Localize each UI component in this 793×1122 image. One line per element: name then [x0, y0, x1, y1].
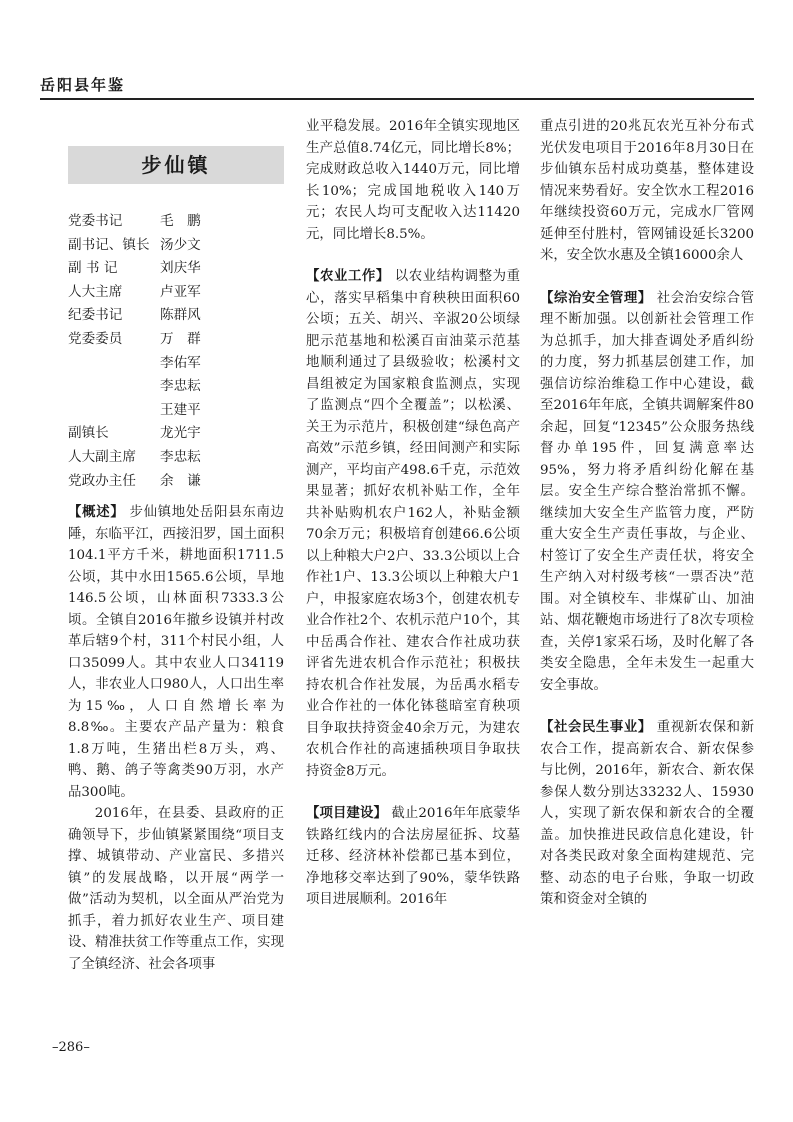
- official-name: 龙光宇: [160, 425, 201, 442]
- official-row: [68, 446, 284, 470]
- official-name: 李忠耘: [160, 378, 201, 395]
- agriculture-text: 以农业结构调整为重心，落实早稻集中育秧秧田面积60公顷；五关、胡兴、辛淑20公顷绿肥示范基地和松溪百亩油菜示范基地顺利通过了县级验收；松溪村文昌组被定为国家粮食监测点，实现了监测点“四个全覆盖”；以松溪、关王为示范片，积极创建“绿色高产高效”示范乡镇，经田间测产和实际测产，平均亩产498.6千克，示范效果显著；抓好农机补贴工作，全年共补贴购机农户162人，补贴金额70余万元；积极培育创建66.6公顷以上种粮大户2户、33.3公顷以上合作社1户、13.3公顷以上种粮大户1户，申报家庭农场3个，创建农机专业合作社2个、农机示范户10个，其中岳禹合作社、建农合作社成功获评省先进农机合作示范社；积极扶持农机合作社发展，为岳禹水稻专业合作社的一体化钵毯暗室育秧项目争取扶持资金40余万元，为建农农机合作社的高速插秧项目争取扶持资金8万元。: [306, 269, 521, 779]
- official-role: 人大主席: [68, 283, 123, 300]
- projects-heading: 【项目建设】: [306, 806, 388, 821]
- town-title-box: [68, 146, 284, 184]
- livelihood-paragraph: [540, 717, 754, 911]
- official-row: [68, 422, 284, 446]
- projects-text: 截止2016年年底蒙华铁路红线内的合法房屋征拆、坟墓迁移、经济林补偿都已基本到位，净地移交率达到了90%，蒙华铁路项目进展顺利。2016年: [306, 806, 521, 907]
- official-row: [68, 352, 284, 376]
- header-divider: [40, 98, 754, 100]
- official-role: 党政办主任: [68, 472, 136, 489]
- official-name: 李佑军: [160, 354, 201, 371]
- official-row: [68, 328, 284, 352]
- projects-paragraph: [306, 803, 520, 911]
- official-row: [68, 257, 284, 281]
- official-role: [68, 375, 160, 399]
- overview-heading: 【概述】: [68, 505, 125, 520]
- official-role: 副镇长: [68, 425, 109, 442]
- official-name: 刘庆华: [160, 260, 201, 277]
- overview-paragraph-2: 2016年，在县委、县政府的正确领导下，步仙镇紧紧围绕“项目支撑、城镇带动、产业富民、多措兴镇”的发展战略，以开展“两学一做”活动为契机，以全面从严治党为抓手，着力抓好农业生产、项目建设、精准扶贫工作等重点工作，实现了全镇经济、社会各项事: [68, 806, 284, 972]
- official-role: 党委委员: [68, 330, 123, 347]
- projects-paragraph-continued: 重点引进的20兆瓦农光互补分布式光伏发电项目于2016年8月30日在步仙镇东岳村成功奠基，整体建设情况来势看好。安全饮水工程2016年继续投资60万元，完成水厂管网延伸至付胜村，管网铺设延长3200米，安全饮水惠及全镇16000余人: [540, 119, 754, 263]
- official-role: 党委书记: [68, 213, 123, 229]
- officials-list: [68, 210, 284, 493]
- official-row: [68, 470, 284, 494]
- official-row: [68, 281, 284, 305]
- page-number: –286–: [52, 1040, 90, 1055]
- official-role: 人大副主席: [68, 448, 136, 465]
- official-name: 王建平: [160, 401, 201, 418]
- official-role: 副书记、镇长: [68, 236, 150, 253]
- official-name: 陈群风: [160, 307, 201, 324]
- livelihood-heading: 【社会民生事业】: [540, 720, 652, 735]
- official-row: [68, 375, 284, 399]
- running-header-title: 岳阳县年鉴: [40, 76, 126, 94]
- official-name: 余 谦: [160, 472, 201, 489]
- livelihood-text: 重视新农保和新农合工作，提高新农合、新农保参与比例，2016年，新农合、新农保参保人数分别达33232人、15930人，实现了新农保和新农合的全覆盖。加快推进民政信息化建设，针对各类民政对象全面构建规范、完整、动态的电子台账，争取一切政策和资金对全镇的: [540, 720, 755, 907]
- column-3: [540, 116, 754, 911]
- security-paragraph: [540, 288, 754, 697]
- overview-paragraph-2-continued: 业平稳发展。2016年全镇实现地区生产总值8.74亿元，同比增长8%；完成财政总收入1440万元，同比增长10%；完成国地税收入140万元；农民人均可支配收入达11420元，同比增长8.5%。: [306, 119, 520, 242]
- official-name: 万 群: [160, 330, 201, 347]
- agriculture-heading: 【农业工作】: [306, 269, 390, 284]
- official-role: 纪委书记: [68, 307, 123, 324]
- overview-paragraph: [68, 502, 284, 803]
- official-name: 李忠耘: [160, 448, 201, 465]
- official-row: [68, 399, 284, 423]
- official-role: 副 书 记: [68, 260, 118, 277]
- page-title: 步仙镇: [141, 153, 211, 177]
- official-role: [68, 399, 160, 423]
- column-2: [306, 116, 520, 911]
- security-heading: 【综治安全管理】: [540, 290, 652, 306]
- security-text: 社会治安综合管理不断加强。以创新社会管理工作为总抓手，加大排查调处矛盾纠纷的力度，努力抓基层创建工作，加强信访综治维稳工作中心建设，截至2016年年底，全镇共调解案件80余起，回复“12345”公众服务热线督办单195件，回复满意率达95%，努力将矛盾纠纷化解在基层。安全生产综合整治常抓不懈。继续加大安全生产监管力度，严防重大安全生产责任事故，与企业、村签订了安全生产责任状，将安全生产纳入对村级考核“一票否决”范围。对全镇校车、非煤矿山、加油站、烟花鞭炮市场进行了8次专项检查，关停1家采石场，及时化解了各类安全隐患，全年未发生一起重大安全事故。: [540, 290, 755, 693]
- official-row: [68, 234, 284, 258]
- official-name: 毛 鹏: [160, 213, 201, 229]
- column-1: [68, 502, 284, 975]
- official-role: [68, 352, 160, 376]
- official-row: [68, 304, 284, 328]
- official-row: [68, 210, 284, 234]
- overview-text: 步仙镇地处岳阳县东南边陲，东临平江，西接汨罗，国土面积104.1平方千米，耕地面积1711.5公顷，其中水田1565.6公顷，旱地146.5公顷，山林面积7333.3公顷。全镇自2016年撤乡设镇并村改革后辖9个村，311个村民小组，人口35099人。其中农业人口34119人，非农业人口980人，人口出生率为15‰，人口自然增长率为8.8‰。主要农产品产量为：粮食1.8万吨，生猪出栏8万头，鸡、鸭、鹅、鸽子等禽类90万羽，水产品300吨。: [68, 505, 284, 800]
- agriculture-paragraph: [306, 266, 520, 782]
- official-name: 汤少文: [160, 236, 201, 253]
- official-name: 卢亚军: [160, 283, 201, 300]
